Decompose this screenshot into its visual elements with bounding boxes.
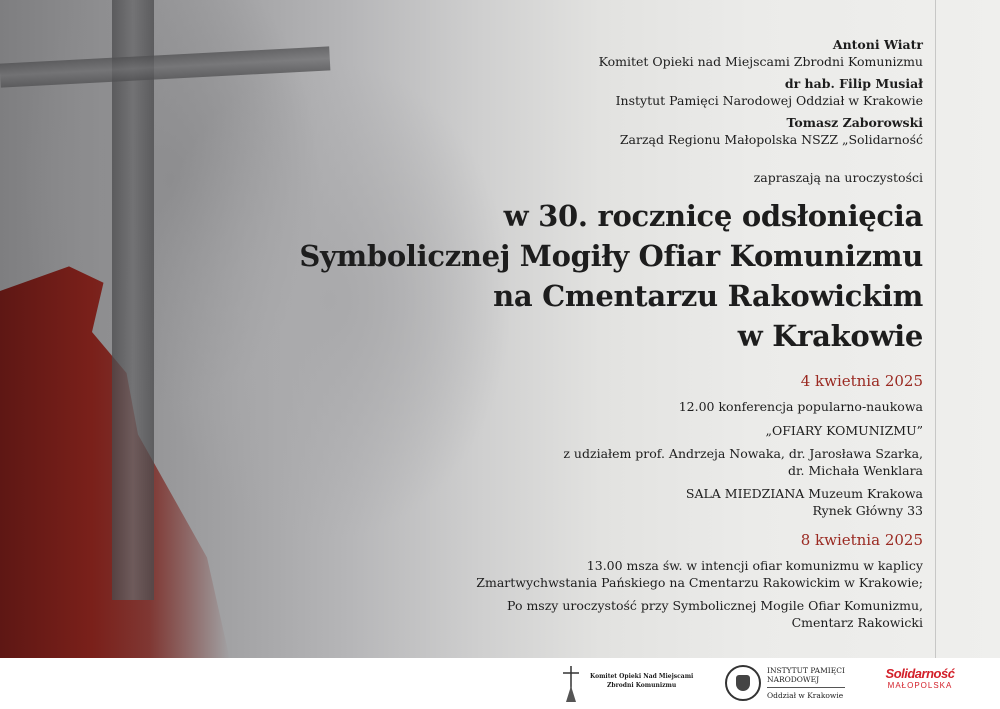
komitet-line: Komitet Opieki Nad Miejscami bbox=[590, 673, 694, 680]
organizer-name: Antoni Wiatr bbox=[832, 37, 923, 52]
event-line: SALA MIEDZIANA Muzeum Krakowa bbox=[685, 486, 923, 501]
ipn-logo-text bbox=[767, 666, 845, 700]
organizer-org: Instytut Pamięci Narodowej Oddział w Krakowie bbox=[615, 93, 923, 108]
event-line: z udziałem prof. Andrzeja Nowaka, dr. Jarosława Szarka, bbox=[563, 446, 923, 461]
ipn-line: INSTYTUT PAMIĘCI bbox=[767, 666, 845, 675]
event-line: dr. Michała Wenklara bbox=[787, 463, 923, 478]
komitet-logo-text bbox=[590, 672, 693, 690]
event-date: 4 kwietnia 2025 bbox=[800, 372, 923, 390]
ipn-seal-icon bbox=[725, 665, 761, 701]
organizer-org: Zarząd Regionu Małopolska NSZZ „Solidarność bbox=[619, 132, 923, 147]
logo-footer bbox=[0, 658, 1000, 709]
title-line: na Cmentarzu Rakowickim bbox=[493, 279, 923, 313]
title-line: w Krakowie bbox=[737, 319, 923, 353]
solidarnosc-logo bbox=[880, 666, 960, 690]
ipn-line: Oddział w Krakowie bbox=[767, 691, 844, 700]
title-line: w 30. rocznicę odsłonięcia bbox=[503, 199, 923, 233]
komitet-line: Zbrodni Komunizmu bbox=[607, 682, 677, 689]
cross-icon bbox=[112, 0, 154, 600]
cross-icon bbox=[556, 664, 586, 704]
event-date: 8 kwietnia 2025 bbox=[800, 531, 923, 549]
solidarnosc-region: MAŁOPOLSKA bbox=[887, 681, 953, 690]
event-line: Po mszy uroczystość przy Symbolicznej Mogile Ofiar Komunizmu, bbox=[507, 598, 923, 613]
event-line: Zmartwychwstania Pańskiego na Cmentarzu Rakowickim w Krakowie; bbox=[476, 575, 923, 590]
event-line: Cmentarz Rakowicki bbox=[791, 615, 923, 630]
solidarnosc-wordmark: Solidarność bbox=[885, 666, 955, 681]
divider bbox=[935, 0, 936, 658]
komitet-logo bbox=[556, 664, 586, 704]
event-line: „OFIARY KOMUNIZMU” bbox=[765, 423, 923, 438]
event-line: 12.00 konferencja popularno-naukowa bbox=[678, 399, 923, 414]
event-line: 13.00 msza św. w intencji ofiar komunizmu w kaplicy bbox=[586, 558, 923, 573]
organizer-org: Komitet Opieki nad Miejscami Zbrodni Komunizmu bbox=[598, 54, 923, 69]
event-line: Rynek Główny 33 bbox=[812, 503, 923, 518]
organizer-name: Tomasz Zaborowski bbox=[786, 115, 923, 130]
invite-text: zapraszają na uroczystości bbox=[753, 170, 923, 185]
title-line: Symbolicznej Mogiły Ofiar Komunizmu bbox=[299, 239, 923, 273]
ipn-line: NARODOWEJ bbox=[767, 675, 845, 688]
organizer-name: dr hab. Filip Musiał bbox=[784, 76, 923, 91]
cross-arm bbox=[0, 46, 330, 87]
